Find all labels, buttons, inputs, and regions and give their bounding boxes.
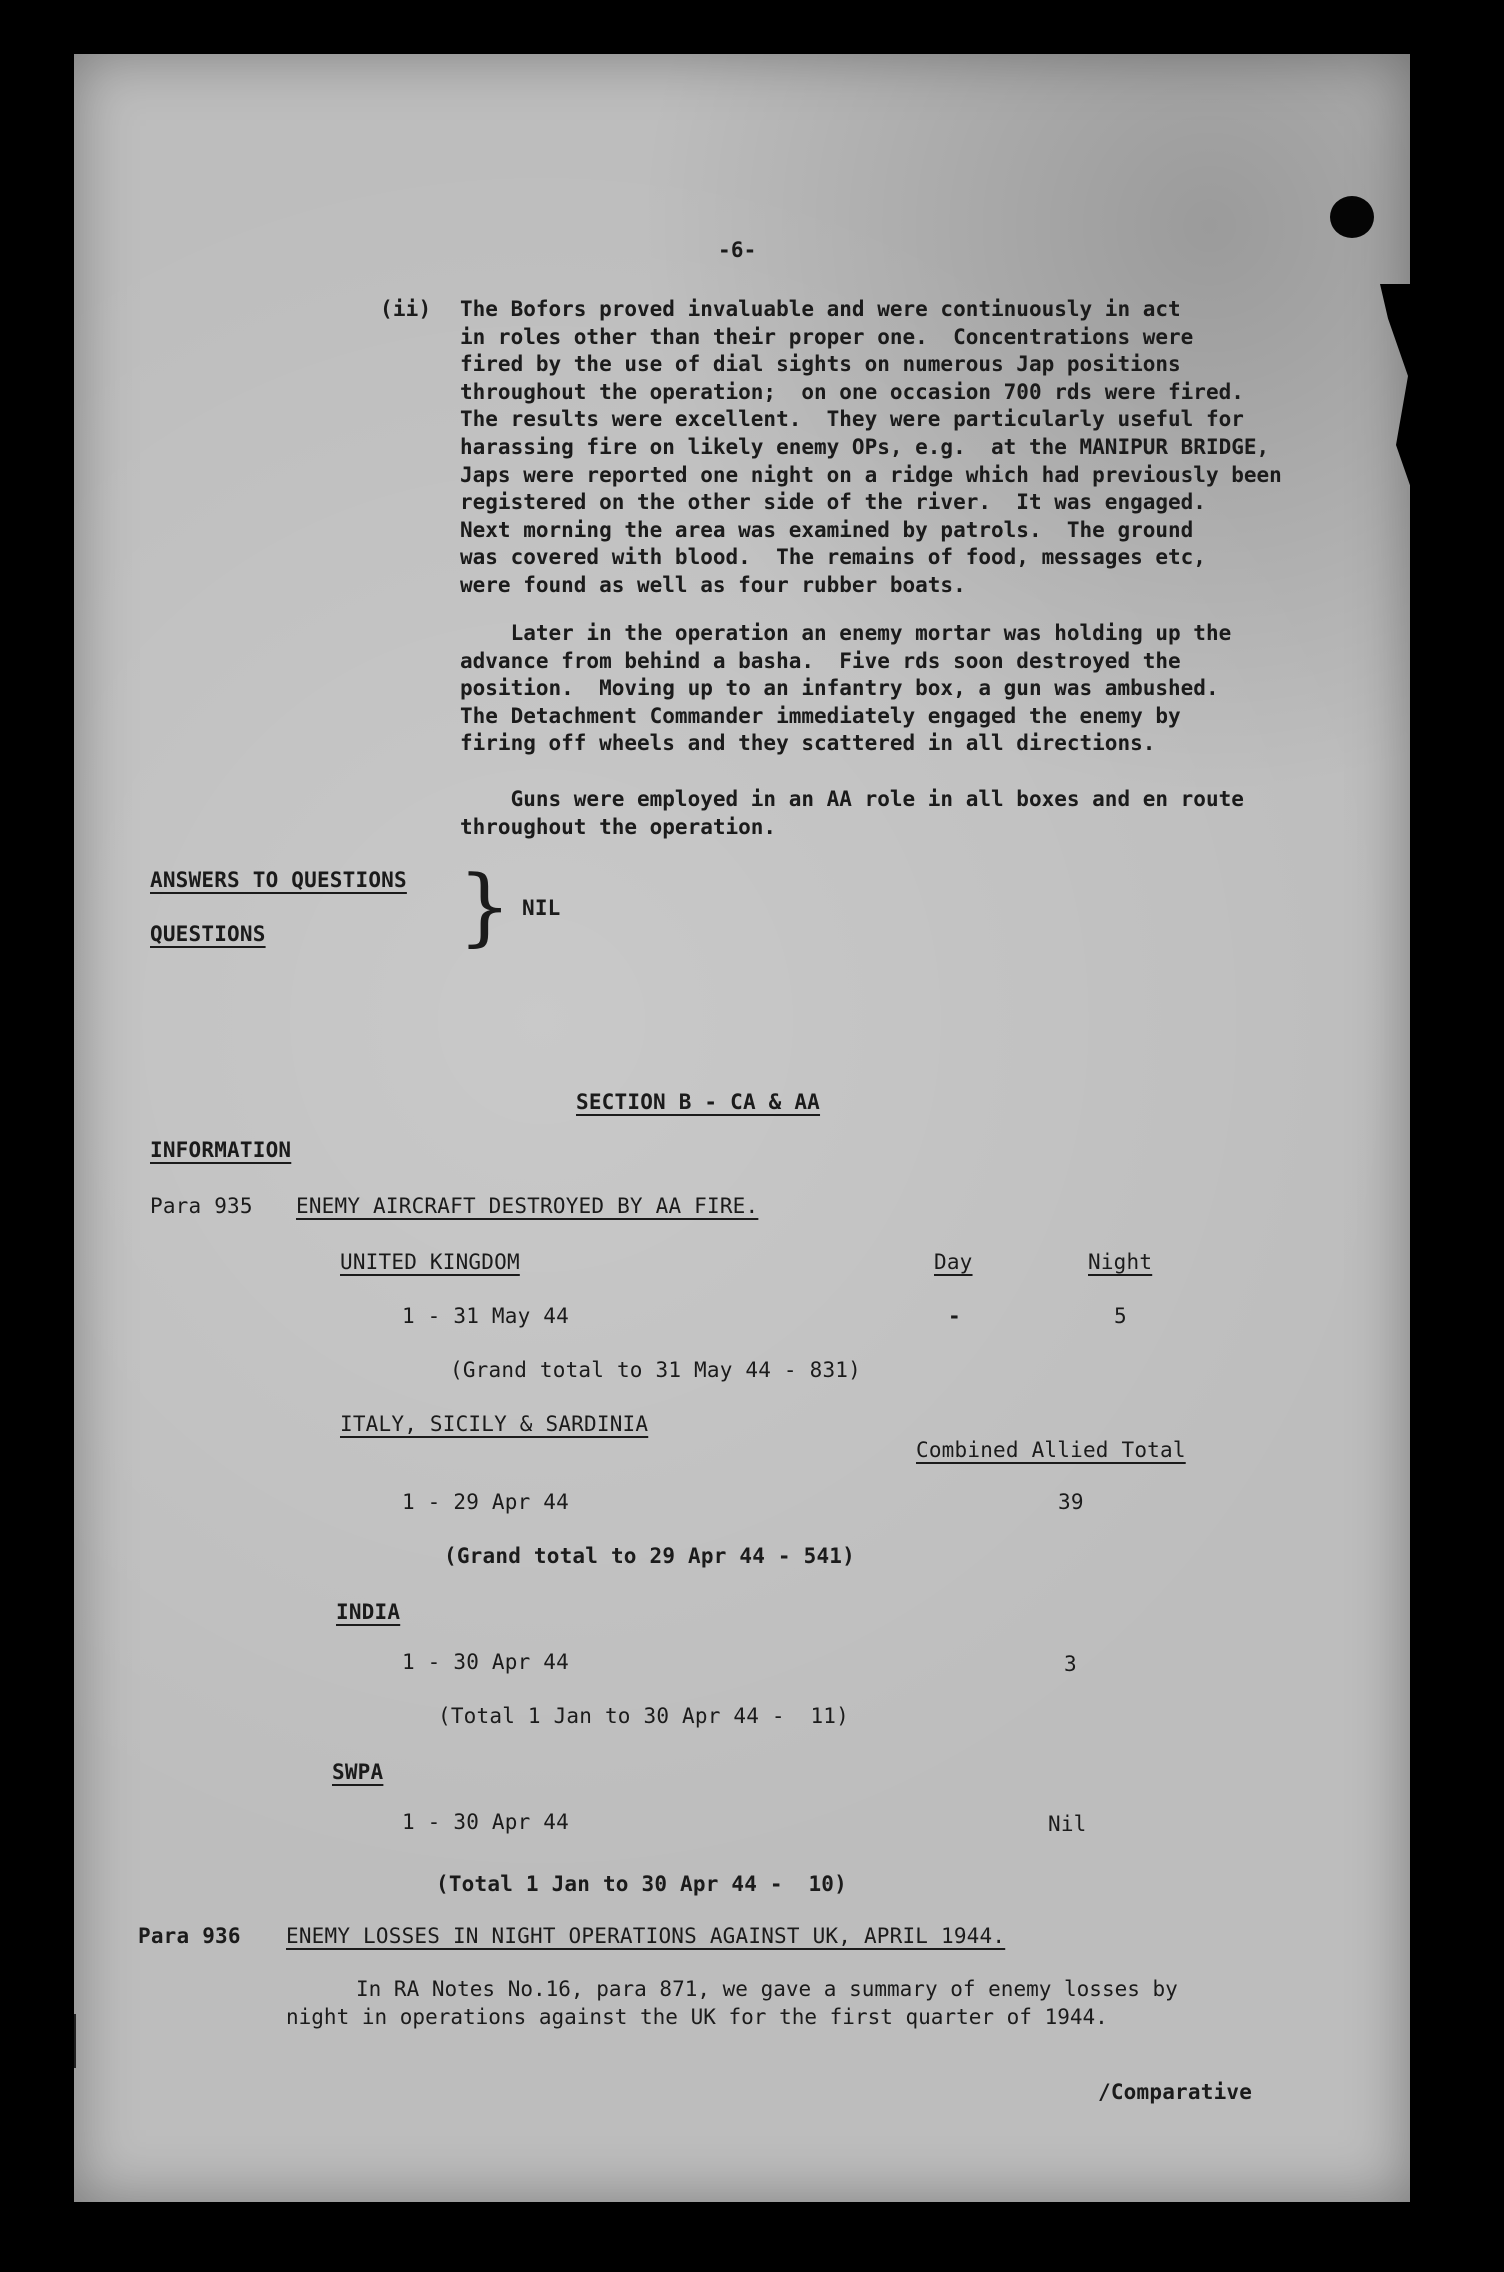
text-line: In RA Notes No.16, para 871, we gave a summary of enemy losses by [356, 1977, 1178, 2001]
text-line: registered on the other side of the river. It was engaged. [460, 490, 1206, 515]
torn-edge [1380, 284, 1420, 514]
para-936-number: Para 936 [138, 1924, 241, 1948]
para-935-title: ENEMY AIRCRAFT DESTROYED BY AA FIRE. [296, 1194, 759, 1218]
text-line: The Bofors proved invaluable and were continuously in act [460, 297, 1181, 321]
text-line: were found as well as four rubber boats. [460, 572, 966, 597]
para-guns-body [460, 786, 1244, 841]
uk-day-value: - [948, 1304, 961, 1328]
col-night-header: Night [1088, 1250, 1153, 1274]
text-line: fired by the use of dial sights on numerous Jap positions [460, 352, 1181, 377]
text-line: night in operations against the UK for the first quarter of 1944. [286, 2004, 1108, 2029]
swpa-value: Nil [1048, 1812, 1087, 1836]
swpa-heading: SWPA [332, 1760, 384, 1784]
answers-heading: ANSWERS TO QUESTIONS [150, 868, 407, 892]
text-line: throughout the operation. [460, 814, 777, 839]
curly-brace: } [458, 857, 512, 955]
section-heading: SECTION B - CA & AA [576, 1090, 821, 1114]
italy-period: 1 - 29 Apr 44 [402, 1490, 569, 1514]
text-line: harassing fire on likely enemy OPs, e.g. at the MANIPUR BRIDGE, [460, 434, 1270, 459]
margin-mark [74, 2014, 76, 2068]
para-936-title: ENEMY LOSSES IN NIGHT OPERATIONS AGAINST UK, APRIL 1944. [286, 1924, 1006, 1948]
text-line: in roles other than their proper one. Concentrations were [460, 324, 1194, 349]
para-ii-label: (ii) [380, 297, 432, 321]
india-value: 3 [1064, 1652, 1077, 1676]
col-day-header: Day [934, 1250, 973, 1274]
text-line: advance from behind a basha. Five rds soon destroyed the [460, 648, 1181, 673]
document-page [74, 54, 1410, 2202]
uk-heading: UNITED KINGDOM [340, 1250, 520, 1274]
text-line: Later in the operation an enemy mortar was holding up the [460, 621, 1232, 645]
text-line: The results were excellent. They were particularly useful for [460, 407, 1244, 432]
italy-grand-total: (Grand total to 29 Apr 44 - 541) [444, 1544, 855, 1568]
uk-period: 1 - 31 May 44 [402, 1304, 569, 1328]
col-combined-header: Combined Allied Total [916, 1438, 1186, 1462]
italy-value: 39 [1058, 1490, 1084, 1514]
information-heading: INFORMATION [150, 1138, 292, 1162]
swpa-period: 1 - 30 Apr 44 [402, 1810, 569, 1834]
nil-label: NIL [522, 896, 561, 920]
india-total: (Total 1 Jan to 30 Apr 44 - 11) [438, 1704, 849, 1728]
text-line: was covered with blood. The remains of food, messages etc, [460, 545, 1206, 570]
para-935-number: Para 935 [150, 1194, 253, 1218]
text-line: throughout the operation; on one occasion 700 rds were fired. [460, 379, 1244, 404]
india-heading: INDIA [336, 1600, 401, 1624]
swpa-total: (Total 1 Jan to 30 Apr 44 - 10) [436, 1872, 847, 1896]
catchword: /Comparative [1098, 2080, 1253, 2104]
text-line: position. Moving up to an infantry box, a gun was ambushed. [460, 676, 1219, 701]
italy-heading: ITALY, SICILY & SARDINIA [340, 1412, 649, 1436]
text-line: firing off wheels and they scattered in all directions. [460, 731, 1156, 756]
text-line: Next morning the area was examined by patrols. The ground [460, 517, 1194, 542]
para-ii-body [460, 296, 1282, 600]
uk-night-value: 5 [1114, 1304, 1127, 1328]
text-line: Guns were employed in an AA role in all boxes and en route [460, 787, 1244, 811]
punch-hole [1330, 196, 1374, 238]
page-number: -6- [718, 238, 757, 262]
text-line: The Detachment Commander immediately engaged the enemy by [460, 703, 1181, 728]
india-period: 1 - 30 Apr 44 [402, 1650, 569, 1674]
text-line: Japs were reported one night on a ridge which had previously been [460, 462, 1282, 487]
questions-heading: QUESTIONS [150, 922, 266, 946]
uk-grand-total: (Grand total to 31 May 44 - 831) [450, 1358, 861, 1382]
para-later-body [460, 620, 1231, 758]
para-936-body [286, 1976, 1178, 2031]
